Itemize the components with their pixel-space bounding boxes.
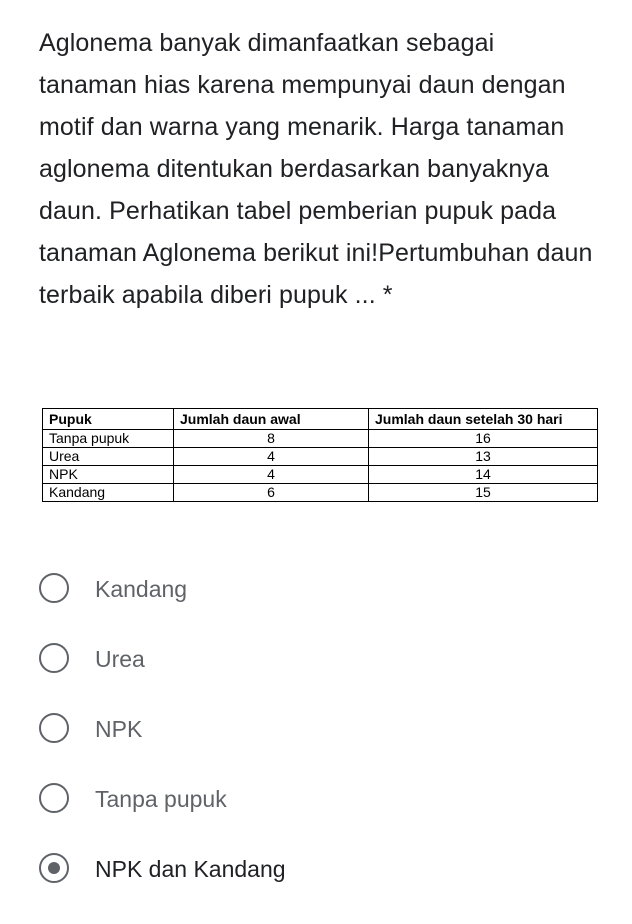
table-cell-initial: 8 [174, 430, 369, 448]
radio-button[interactable] [39, 713, 69, 743]
question-text [39, 22, 599, 316]
table-cell-after: 15 [369, 484, 598, 502]
table-row [43, 448, 598, 466]
fertilizer-table [42, 408, 598, 502]
table-cell-initial: 4 [174, 448, 369, 466]
option-npk-dan-kandang[interactable] [39, 853, 599, 923]
table-header-row [43, 409, 598, 430]
table-header-initial-leaves: Jumlah daun awal [174, 409, 369, 430]
table-cell-after: 13 [369, 448, 598, 466]
table-cell-fertilizer: Kandang [43, 484, 174, 502]
table-row [43, 484, 598, 502]
required-marker: * [382, 281, 393, 309]
option-tanpa-pupuk[interactable] [39, 783, 599, 853]
option-npk[interactable] [39, 713, 599, 783]
table-header-leaves-after-30-days: Jumlah daun setelah 30 hari [369, 409, 598, 430]
option-label[interactable]: Tanpa pupuk [95, 786, 227, 812]
table-cell-fertilizer: Urea [43, 448, 174, 466]
table-header-pupuk: Pupuk [43, 409, 174, 430]
option-label[interactable]: Kandang [95, 576, 188, 602]
radio-button-selected[interactable] [39, 853, 69, 883]
table-row [43, 466, 598, 484]
radio-button[interactable] [39, 643, 69, 673]
table-row [43, 430, 598, 448]
option-urea[interactable] [39, 643, 599, 713]
table-cell-initial: 4 [174, 466, 369, 484]
option-kandang[interactable] [39, 573, 599, 643]
option-label[interactable]: NPK [95, 716, 143, 742]
question-body: Aglonema banyak dimanfaatkan sebagai tanaman hias karena mempunyai daun dengan motif dan warna yang menarik. Harga tanaman aglonema ditentukan berdasarkan banyaknya daun. Perhatikan tabel pemberian pupuk pada tanaman Aglonema berikut ini!Pertumbuhan daun terbaik apabila diberi pupuk ... [39, 29, 593, 309]
radio-button[interactable] [39, 573, 69, 603]
fertilizer-table-image [42, 408, 597, 502]
table-cell-after: 14 [369, 466, 598, 484]
table-cell-fertilizer: Tanpa pupuk [43, 430, 174, 448]
table-cell-fertilizer: NPK [43, 466, 174, 484]
option-label[interactable]: Urea [95, 646, 145, 672]
table-cell-initial: 6 [174, 484, 369, 502]
option-label[interactable]: NPK dan Kandang [95, 856, 286, 882]
table-cell-after: 16 [369, 430, 598, 448]
radio-button[interactable] [39, 783, 69, 813]
answer-options [39, 573, 599, 923]
